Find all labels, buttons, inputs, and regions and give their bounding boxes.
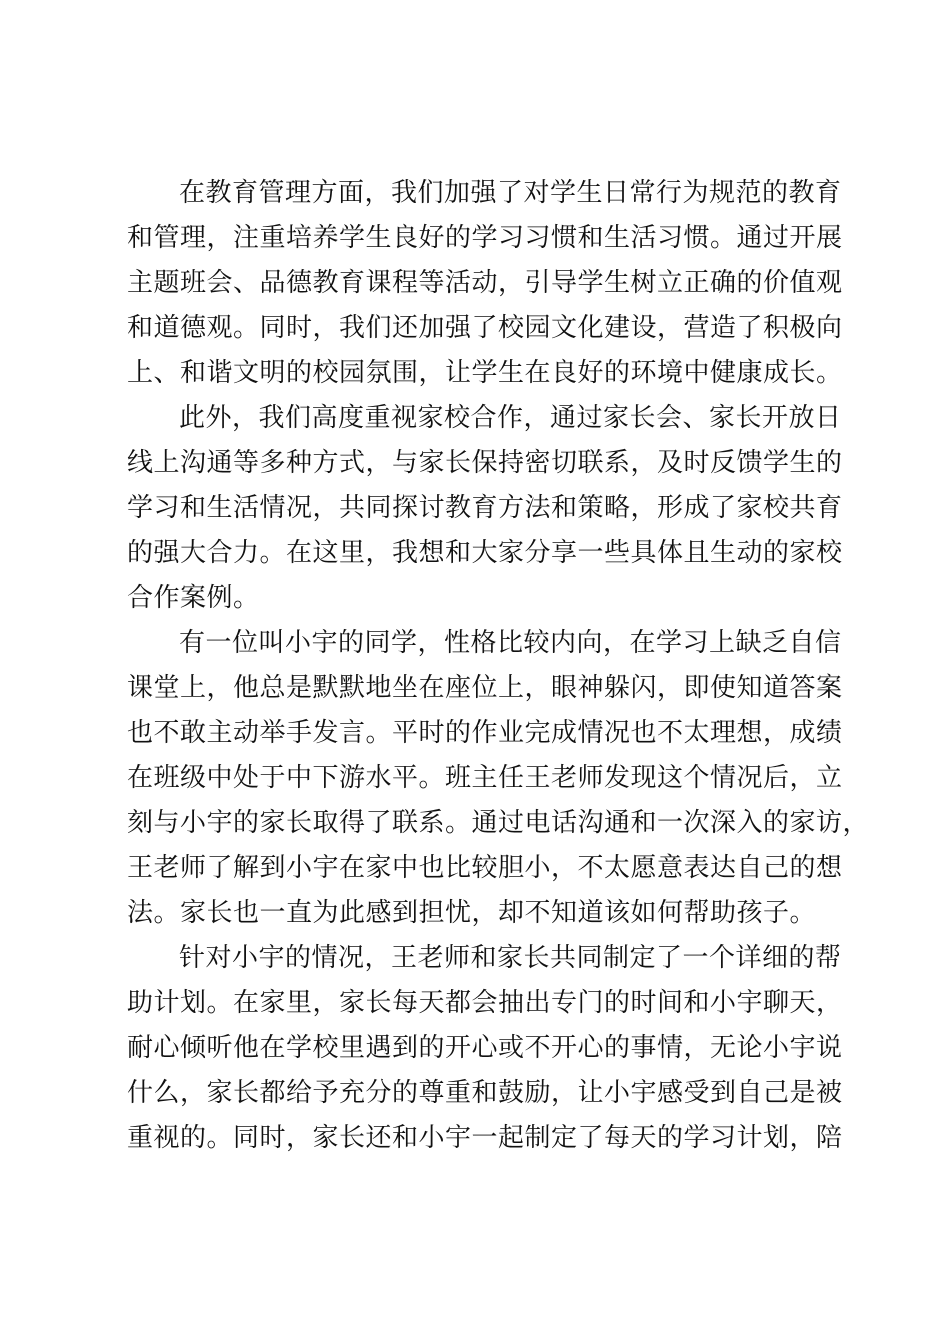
text-line: 上、和谐文明的校园氛围，让学生在良好的环境中健康成长。 [127,358,843,388]
text-line: 学习和生活情况，共同探讨教育方法和策略，形成了家校共育 [127,493,843,523]
paragraph-home-school-cooperation [127,396,843,621]
text-line: 此外，我们高度重视家校合作，通过家长会、家长开放日 [179,403,842,433]
paragraph-help-plan [127,936,843,1161]
text-line: 的强大合力。在这里，我想和大家分享一些具体且生动的家校 [127,538,843,568]
text-line: 助计划。在家里，家长每天都会抽出专门的时间和小宇聊天， [127,988,843,1018]
text-line: 线上沟通等多种方式，与家长保持密切联系，及时反馈学生的 [127,448,843,478]
text-line: 针对小宇的情况，王老师和家长共同制定了一个详细的帮 [179,943,842,973]
text-line: 什么，家长都给予充分的尊重和鼓励，让小宇感受到自己是被 [127,1078,843,1108]
text-line: 课堂上，他总是默默地坐在座位上，眼神躲闪，即使知道答案 [127,673,843,703]
text-line: 也不敢主动举手发言。平时的作业完成情况也不太理想，成绩 [127,718,843,748]
text-line: 王老师了解到小宇在家中也比较胆小，不太愿意表达自己的想 [127,853,843,883]
paragraph-education-management [127,171,843,396]
text-line: 和管理，注重培养学生良好的学习习惯和生活习惯。通过开展 [127,223,843,253]
paragraph-case-xiaoyu [127,621,870,936]
text-line: 重视的。同时，家长还和小宇一起制定了每天的学习计划，陪 [127,1123,843,1153]
text-line: 合作案例。 [127,583,260,613]
text-line: 主题班会、品德教育课程等活动，引导学生树立正确的价值观 [127,268,843,298]
document-body [127,171,870,1161]
text-line: 和道德观。同时，我们还加强了校园文化建设，营造了积极向 [127,313,843,343]
text-line: 刻与小宇的家长取得了联系。通过电话沟通和一次深入的家访， [127,808,870,838]
text-line: 在班级中处于中下游水平。班主任王老师发现这个情况后，立 [127,763,843,793]
text-line: 耐心倾听他在学校里遇到的开心或不开心的事情，无论小宇说 [127,1033,843,1063]
text-line: 有一位叫小宇的同学，性格比较内向，在学习上缺乏自信 [179,628,842,658]
text-line: 法。家长也一直为此感到担忧，却不知道该如何帮助孩子。 [127,898,817,928]
text-line: 在教育管理方面，我们加强了对学生日常行为规范的教育 [179,178,842,208]
